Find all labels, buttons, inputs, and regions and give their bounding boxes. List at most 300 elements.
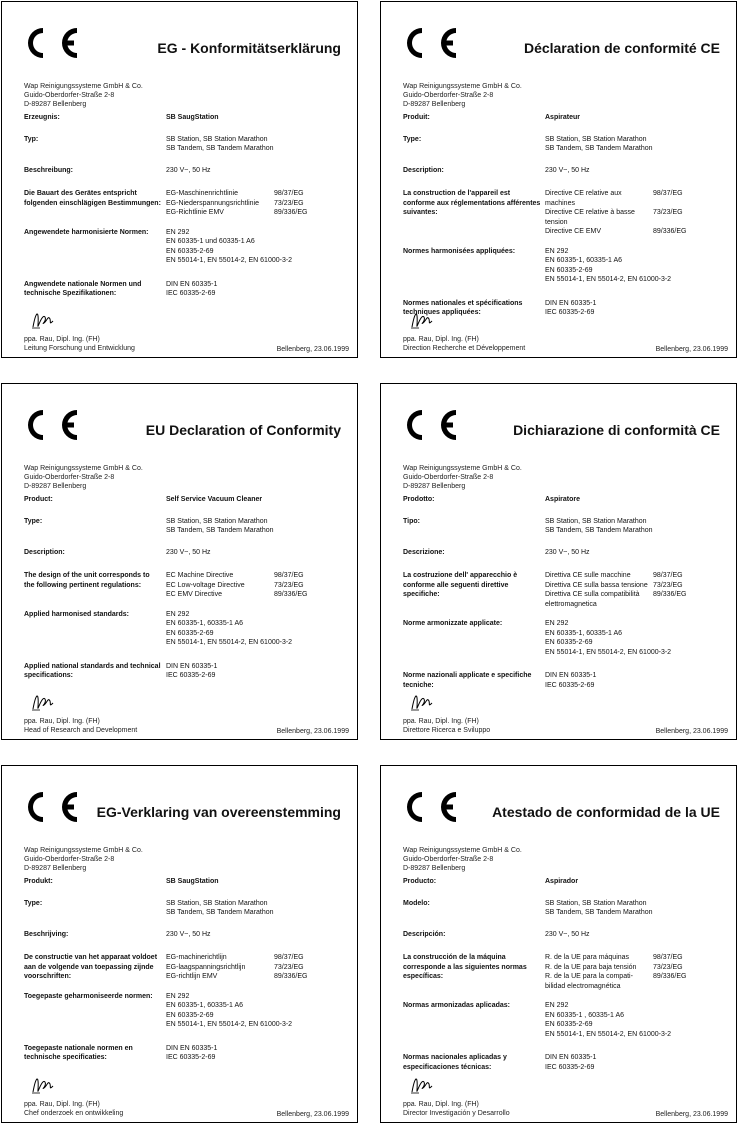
signer-line: ppa. Rau, Dipl. Ing. (FH): [403, 1101, 479, 1108]
field-value: [166, 113, 345, 123]
field-value-line: SB Tandem, SB Tandem Marathon: [545, 527, 653, 534]
signer-line: Leitung Forschung und Entwicklung: [24, 345, 135, 352]
place-date: Bellenberg, 23.06.1999: [276, 346, 349, 353]
field-value-line: SB Tandem, SB Tandem Marathon: [166, 909, 274, 916]
directive-code: 73/23/EG: [274, 963, 304, 971]
declaration-title: EG - Konformitätserklärung: [157, 40, 341, 56]
field-row: [24, 1044, 345, 1063]
field-value-line: EN 292: [166, 610, 190, 618]
directive-name: EG-richtlijn EMV: [166, 973, 218, 980]
field-label: La construcción de la máquina corresponde a las siguientes normas específicas:: [403, 954, 527, 980]
company-address-line: Wap Reinigungssysteme GmbH & Co.: [24, 847, 143, 854]
field-row: [403, 930, 724, 940]
field-value-line: EN 55014-1, EN 55014-2, EN 61000-3-2: [166, 257, 293, 264]
company-address-line: D-89287 Bellenberg: [403, 101, 466, 108]
directive-name: Direttiva CE sulla bassa tensione: [545, 581, 648, 589]
field-label: The design of the unit corresponds to the following pertinent regulations:: [24, 572, 150, 589]
field-label: Normes harmonisées appliquées:: [403, 247, 516, 255]
field-value-line: EN 292: [166, 228, 190, 236]
field-value-line: DIN EN 60335-1: [166, 1044, 218, 1052]
directive-entry: [166, 953, 345, 963]
field-value-line: SB Station, SB Station Marathon: [166, 135, 268, 143]
handwritten-signature: [409, 307, 435, 333]
field-label: Produit:: [403, 114, 430, 121]
field-value-line: SB Station, SB Station Marathon: [545, 517, 647, 525]
field-row: [403, 166, 724, 176]
directive-code: 89/336/EG: [274, 973, 308, 980]
company-address-line: Guido-Oberdorfer-Straße 2-8: [403, 474, 494, 481]
field-row: [403, 619, 724, 657]
field-value-line: EN 55014-1, EN 55014-2, EN 61000-3-2: [545, 1030, 672, 1038]
field-value: [545, 619, 724, 657]
field-value-line: Aspiratore: [545, 496, 581, 503]
declaration-title: EG-Verklaring van overeenstemming: [96, 804, 341, 820]
place-date: Bellenberg, 23.06.1999: [655, 728, 728, 735]
field-label: De constructie van het apparaat voldoet aan de volgende van toepassing zijnde voorschriften:: [24, 954, 158, 980]
field-value: [545, 930, 724, 940]
signer-line: ppa. Rau, Dipl. Ing. (FH): [24, 336, 100, 343]
field-value-line: 230 V~, 50 Hz: [166, 166, 211, 174]
field-label: Descripción:: [403, 930, 446, 938]
declaration-card: [1, 765, 358, 1123]
field-value-line: EN 292: [545, 1002, 569, 1009]
field-value-line: EN 60335-2-69: [545, 266, 593, 274]
field-label: Description:: [403, 166, 444, 174]
directive-entry: [166, 189, 345, 199]
field-value: [545, 247, 724, 285]
declaration-card: [1, 1, 358, 358]
signer-line: Chef onderzoek en ontwikkeling: [24, 1110, 124, 1117]
field-value: [545, 166, 724, 176]
field-row: [24, 280, 345, 299]
field-row: [403, 877, 724, 887]
signer-block: [24, 717, 137, 735]
field-label: Applied harmonised standards:: [24, 610, 130, 618]
field-value-line: DIN EN 60335-1: [545, 1054, 597, 1061]
field-value-line: EN 60335-1 , 60335-1 A6: [545, 1011, 625, 1019]
company-address-line: D-89287 Bellenberg: [24, 483, 87, 490]
field-label: Norme armonizzate applicate:: [403, 620, 503, 627]
field-label: Toegepaste geharmoniseerde normen:: [24, 992, 153, 1000]
field-value-line: EN 60335-1, 60335-1 A6: [166, 620, 244, 627]
field-row: [24, 571, 345, 600]
field-value: [166, 930, 345, 940]
declaration-card: [380, 765, 737, 1123]
directive-code: 89/336/EG: [274, 591, 308, 598]
field-value-line: Self Service Vacuum Cleaner: [166, 496, 263, 503]
directive-name: Directive CE EMV: [545, 228, 602, 235]
declaration-fields: [403, 495, 724, 690]
field-value-line: EN 60335-1, 60335-1 A6: [545, 257, 623, 264]
field-value-line: SB Station, SB Station Marathon: [545, 899, 647, 907]
company-address: [403, 464, 522, 491]
handwritten-signature: [30, 689, 56, 715]
company-address-line: Wap Reinigungssysteme GmbH & Co.: [403, 847, 522, 854]
field-label: Type:: [403, 135, 422, 143]
field-value-line: 230 V~, 50 Hz: [166, 548, 211, 556]
field-value: [166, 953, 345, 982]
field-row: [24, 113, 345, 123]
directive-code: 98/37/EG: [274, 190, 304, 197]
directive-name: EG-Niederspannungsrichtlinie: [166, 199, 259, 207]
field-label: Beschrijving:: [24, 930, 69, 938]
signer-line: ppa. Rau, Dipl. Ing. (FH): [403, 336, 479, 343]
field-value-line: SB Tandem, SB Tandem Marathon: [166, 527, 274, 534]
field-value-line: IEC 60335-2-69: [545, 1063, 595, 1071]
field-label: Beschreibung:: [24, 166, 74, 174]
directive-code: 98/37/EG: [653, 572, 683, 579]
directive-entry: [545, 227, 724, 237]
field-label: Die Bauart des Gerätes entspricht folgenden einschlägigen Bestimmungen:: [24, 190, 161, 207]
directive-name: EG-Richtlinie EMV: [166, 209, 224, 216]
field-value: [166, 610, 345, 648]
field-value-line: EN 55014-1, EN 55014-2, EN 61000-3-2: [166, 639, 293, 646]
field-value-line: SB Station, SB Station Marathon: [166, 899, 268, 907]
field-value: [166, 166, 345, 176]
ce-mark-logo: [393, 404, 459, 446]
field-value-line: EN 292: [166, 992, 190, 1000]
field-value-line: IEC 60335-2-69: [545, 309, 595, 316]
field-value-line: SB Station, SB Station Marathon: [166, 517, 268, 525]
ce-mark-logo: [393, 786, 459, 828]
field-row: [403, 953, 724, 991]
field-label: Normas nacionales aplicadas y especificaciones técnicas:: [403, 1054, 507, 1071]
field-value-line: EN 55014-1, EN 55014-2, EN 61000-3-2: [166, 1021, 293, 1028]
field-row: [403, 548, 724, 558]
field-row: [24, 517, 345, 536]
field-row: [24, 166, 345, 176]
field-row: [24, 877, 345, 887]
field-value-line: EN 55014-1, EN 55014-2, EN 61000-3-2: [545, 276, 672, 283]
company-address-line: Guido-Oberdorfer-Straße 2-8: [24, 474, 115, 481]
company-address-line: D-89287 Bellenberg: [24, 865, 87, 872]
field-value-line: EN 60335-2-69: [166, 1011, 214, 1019]
field-value-line: DIN EN 60335-1: [545, 299, 597, 307]
directive-name: EC Machine Directive: [166, 572, 234, 579]
field-value-line: IEC 60335-2-69: [166, 672, 216, 679]
field-value: [166, 189, 345, 218]
field-label: La construction de l'appareil est conforme aux réglementations afférentes suivantes:: [403, 190, 541, 216]
field-value: [545, 189, 724, 237]
ce-mark-logo: [14, 22, 80, 64]
company-address-line: D-89287 Bellenberg: [24, 101, 87, 108]
signer-block: [403, 1100, 510, 1118]
field-value-line: SB SaugStation: [166, 878, 219, 885]
declaration-fields: [24, 877, 345, 1063]
field-label: Normas armonizadas aplicadas:: [403, 1002, 510, 1009]
field-value: [166, 992, 345, 1030]
field-value: [545, 495, 724, 505]
declaration-card: [380, 383, 737, 740]
field-label: Norme nazionali applicate e specifiche tecniche:: [403, 672, 532, 689]
directive-entry: [166, 590, 345, 600]
field-value: [166, 571, 345, 600]
field-value-line: EN 292: [545, 620, 569, 627]
directive-code: 89/336/EG: [653, 591, 687, 598]
field-value-line: DIN EN 60335-1: [166, 280, 218, 288]
field-row: [24, 992, 345, 1030]
directive-code: 89/336/EG: [653, 228, 687, 235]
directive-code: 89/336/EG: [274, 209, 308, 216]
company-address: [24, 846, 143, 873]
directive-name: R. de la UE para la compati-bilidad electromagnética: [545, 973, 633, 990]
directive-entry: [166, 581, 345, 591]
company-address-line: Wap Reinigungssysteme GmbH & Co.: [24, 83, 143, 90]
field-row: [24, 189, 345, 218]
field-value-line: SB SaugStation: [166, 114, 219, 121]
directive-name: EC Low-voltage Directive: [166, 581, 245, 589]
field-label: Produkt:: [24, 878, 53, 885]
field-value-line: EN 60335-2-69: [166, 629, 214, 637]
handwritten-signature: [30, 307, 56, 333]
handwritten-signature: [409, 1072, 435, 1098]
field-value: [545, 877, 724, 887]
field-value: [545, 135, 724, 154]
directive-name: Directive CE relative aux machines: [545, 190, 622, 207]
company-address-line: Guido-Oberdorfer-Straße 2-8: [24, 92, 115, 99]
field-value: [545, 571, 724, 609]
signer-block: [24, 1100, 123, 1118]
field-label: Type:: [24, 899, 43, 907]
directive-entry: [545, 590, 724, 609]
ce-mark-logo: [14, 786, 80, 828]
signer-block: [24, 335, 135, 353]
field-value-line: EN 60335-1 und 60335-1 A6: [166, 238, 255, 245]
directive-entry: [545, 953, 724, 963]
directive-name: EC EMV Directive: [166, 591, 223, 598]
company-address: [24, 464, 143, 491]
field-row: [24, 228, 345, 266]
field-row: [403, 571, 724, 609]
declaration-card: [1, 383, 358, 740]
company-address-line: Guido-Oberdorfer-Straße 2-8: [403, 856, 494, 863]
directive-name: Direttiva CE sulla compatibilità elettromagnetica: [545, 591, 640, 608]
field-value: [166, 548, 345, 558]
declaration-title: Dichiarazione di conformità CE: [513, 422, 720, 438]
directive-code: 73/23/EG: [274, 199, 304, 207]
field-row: [403, 1001, 724, 1039]
directive-code: 98/37/EG: [653, 190, 683, 197]
field-value-line: 230 V~, 50 Hz: [545, 166, 590, 174]
field-row: [24, 930, 345, 940]
field-row: [403, 671, 724, 690]
field-label: Angewendete harmonisierte Normen:: [24, 228, 149, 236]
field-value-line: SB Tandem, SB Tandem Marathon: [545, 145, 653, 152]
field-row: [24, 662, 345, 681]
declaration-title: Déclaration de conformité CE: [523, 40, 720, 56]
field-value: [545, 671, 724, 690]
directive-code: 73/23/EG: [653, 581, 683, 589]
field-value-line: DIN EN 60335-1: [545, 672, 597, 679]
field-row: [403, 247, 724, 285]
directive-entry: [166, 199, 345, 209]
field-row: [403, 899, 724, 918]
declaration-fields: [24, 113, 345, 299]
company-address-line: Guido-Oberdorfer-Straße 2-8: [24, 856, 115, 863]
field-value: [545, 517, 724, 536]
field-value-line: EN 60335-2-69: [545, 1021, 593, 1028]
field-row: [24, 495, 345, 505]
directive-entry: [166, 963, 345, 973]
field-value-line: 230 V~, 50 Hz: [545, 548, 590, 556]
directive-code: 73/23/EG: [653, 963, 683, 971]
field-value-line: EN 55014-1, EN 55014-2, EN 61000-3-2: [545, 648, 672, 656]
field-value-line: Aspirateur: [545, 114, 581, 121]
field-label: Typ:: [24, 135, 39, 143]
company-address: [403, 846, 522, 873]
handwritten-signature: [30, 1072, 56, 1098]
field-value: [545, 299, 724, 318]
field-label: Toegepaste nationale normen en technische specificaties:: [24, 1044, 133, 1061]
field-label: Type:: [24, 517, 43, 525]
field-row: [24, 953, 345, 982]
field-value-line: EN 292: [545, 247, 569, 255]
handwritten-signature: [409, 689, 435, 715]
company-address-line: Wap Reinigungssysteme GmbH & Co.: [24, 465, 143, 472]
place-date: Bellenberg, 23.06.1999: [655, 1111, 728, 1118]
field-value: [166, 662, 345, 681]
field-value-line: IEC 60335-2-69: [545, 681, 595, 689]
place-date: Bellenberg, 23.06.1999: [276, 728, 349, 735]
field-value-line: SB Tandem, SB Tandem Marathon: [166, 145, 274, 152]
field-value-line: EN 60335-2-69: [545, 639, 593, 646]
field-row: [24, 899, 345, 918]
field-value: [545, 113, 724, 123]
field-value: [166, 877, 345, 887]
company-address-line: Wap Reinigungssysteme GmbH & Co.: [403, 83, 522, 90]
field-label: Applied national standards and technical specifications:: [24, 662, 161, 679]
field-label: Producto:: [403, 878, 437, 885]
field-row: [24, 135, 345, 154]
field-row: [24, 610, 345, 648]
company-address-line: Wap Reinigungssysteme GmbH & Co.: [403, 465, 522, 472]
signer-line: ppa. Rau, Dipl. Ing. (FH): [403, 718, 479, 725]
directive-code: 98/37/EG: [274, 572, 304, 579]
field-label: Description:: [24, 548, 65, 556]
signer-block: [403, 335, 525, 353]
signer-line: Head of Research and Development: [24, 727, 138, 734]
company-address-line: Guido-Oberdorfer-Straße 2-8: [403, 92, 494, 99]
field-value-line: IEC 60335-2-69: [166, 290, 216, 297]
company-address-line: D-89287 Bellenberg: [403, 483, 466, 490]
field-value: [545, 899, 724, 918]
field-value-line: DIN EN 60335-1: [166, 662, 218, 670]
field-label: Descrizione:: [403, 548, 445, 556]
ce-mark-logo: [393, 22, 459, 64]
signer-line: ppa. Rau, Dipl. Ing. (FH): [24, 718, 100, 725]
field-row: [403, 495, 724, 505]
company-address: [403, 82, 522, 109]
directive-entry: [166, 972, 345, 982]
field-label: Product:: [24, 496, 53, 503]
field-value: [166, 1044, 345, 1063]
directive-name: Directive CE relative à basse tension: [545, 209, 635, 226]
field-value-line: SB Tandem, SB Tandem Marathon: [545, 909, 653, 916]
directive-entry: [545, 189, 724, 208]
field-value: [166, 899, 345, 918]
directive-entry: [166, 571, 345, 581]
ce-mark-logo: [14, 404, 80, 446]
directive-name: EG-machinerichtlijn: [166, 954, 227, 961]
field-label: Prodotto:: [403, 496, 435, 503]
signer-line: Director Investigación y Desarrollo: [403, 1110, 510, 1117]
directive-entry: [545, 571, 724, 581]
directive-name: R. de la UE para baja tensión: [545, 963, 637, 971]
field-value-line: SB Station, SB Station Marathon: [545, 135, 647, 143]
declaration-fields: [403, 877, 724, 1072]
field-row: [403, 299, 724, 318]
field-value-line: IEC 60335-2-69: [166, 1054, 216, 1061]
field-value-line: EN 60335-2-69: [166, 247, 214, 255]
signer-block: [403, 717, 490, 735]
field-value: [545, 1001, 724, 1039]
directive-name: EG-Maschinenrichtlinie: [166, 190, 238, 197]
field-label: La costruzione dell' apparecchio è conforme alle seguenti direttive specifiche:: [403, 572, 518, 598]
directive-entry: [545, 208, 724, 227]
field-value: [545, 953, 724, 991]
field-label: Normes nationales et spécifications techniques appliquées:: [403, 299, 523, 316]
directive-code: 73/23/EG: [653, 209, 683, 216]
directive-name: R. de la UE para máquinas: [545, 954, 630, 961]
signer-line: ppa. Rau, Dipl. Ing. (FH): [24, 1101, 100, 1108]
field-row: [403, 1053, 724, 1072]
field-value: [166, 517, 345, 536]
signer-line: Direttore Ricerca e Sviluppo: [403, 727, 491, 734]
directive-code: 73/23/EG: [274, 581, 304, 589]
directive-entry: [545, 972, 724, 991]
field-value: [166, 228, 345, 266]
place-date: Bellenberg, 23.06.1999: [276, 1111, 349, 1118]
place-date: Bellenberg, 23.06.1999: [655, 346, 728, 353]
directive-code: 89/336/EG: [653, 973, 687, 980]
declaration-title: EU Declaration of Conformity: [145, 422, 341, 438]
field-value-line: EN 60335-1, 60335-1 A6: [166, 1002, 244, 1009]
field-label: Angwendete nationale Normen und technische Spezifikationen:: [24, 280, 142, 297]
field-value: [166, 135, 345, 154]
company-address: [24, 82, 143, 109]
directive-code: 98/37/EG: [653, 954, 683, 961]
field-value-line: Aspirador: [545, 878, 579, 885]
field-value: [545, 1053, 724, 1072]
field-row: [403, 113, 724, 123]
field-row: [403, 517, 724, 536]
field-value: [166, 280, 345, 299]
directive-name: Direttiva CE sulle macchine: [545, 572, 631, 579]
directive-entry: [166, 208, 345, 218]
field-value-line: EN 60335-1, 60335-1 A6: [545, 629, 623, 637]
directive-entry: [545, 581, 724, 591]
field-label: Erzeugnis:: [24, 114, 60, 121]
company-address-line: D-89287 Bellenberg: [403, 865, 466, 872]
field-row: [24, 548, 345, 558]
declaration-card: [380, 1, 737, 358]
directive-code: 98/37/EG: [274, 954, 304, 961]
declaration-title: Atestado de conformidad de la UE: [492, 804, 720, 820]
declaration-fields: [403, 113, 724, 318]
field-row: [403, 189, 724, 237]
field-label: Modelo:: [403, 899, 430, 907]
field-value-line: 230 V~, 50 Hz: [545, 930, 590, 938]
field-value: [545, 548, 724, 558]
field-label: Tipo:: [403, 517, 420, 525]
signer-line: Direction Recherche et Développement: [403, 345, 526, 352]
directive-entry: [545, 963, 724, 973]
declaration-fields: [24, 495, 345, 681]
field-value-line: 230 V~, 50 Hz: [166, 930, 211, 938]
directive-name: EG-laagspanningsrichtlijn: [166, 963, 246, 971]
field-row: [403, 135, 724, 154]
field-value: [166, 495, 345, 505]
